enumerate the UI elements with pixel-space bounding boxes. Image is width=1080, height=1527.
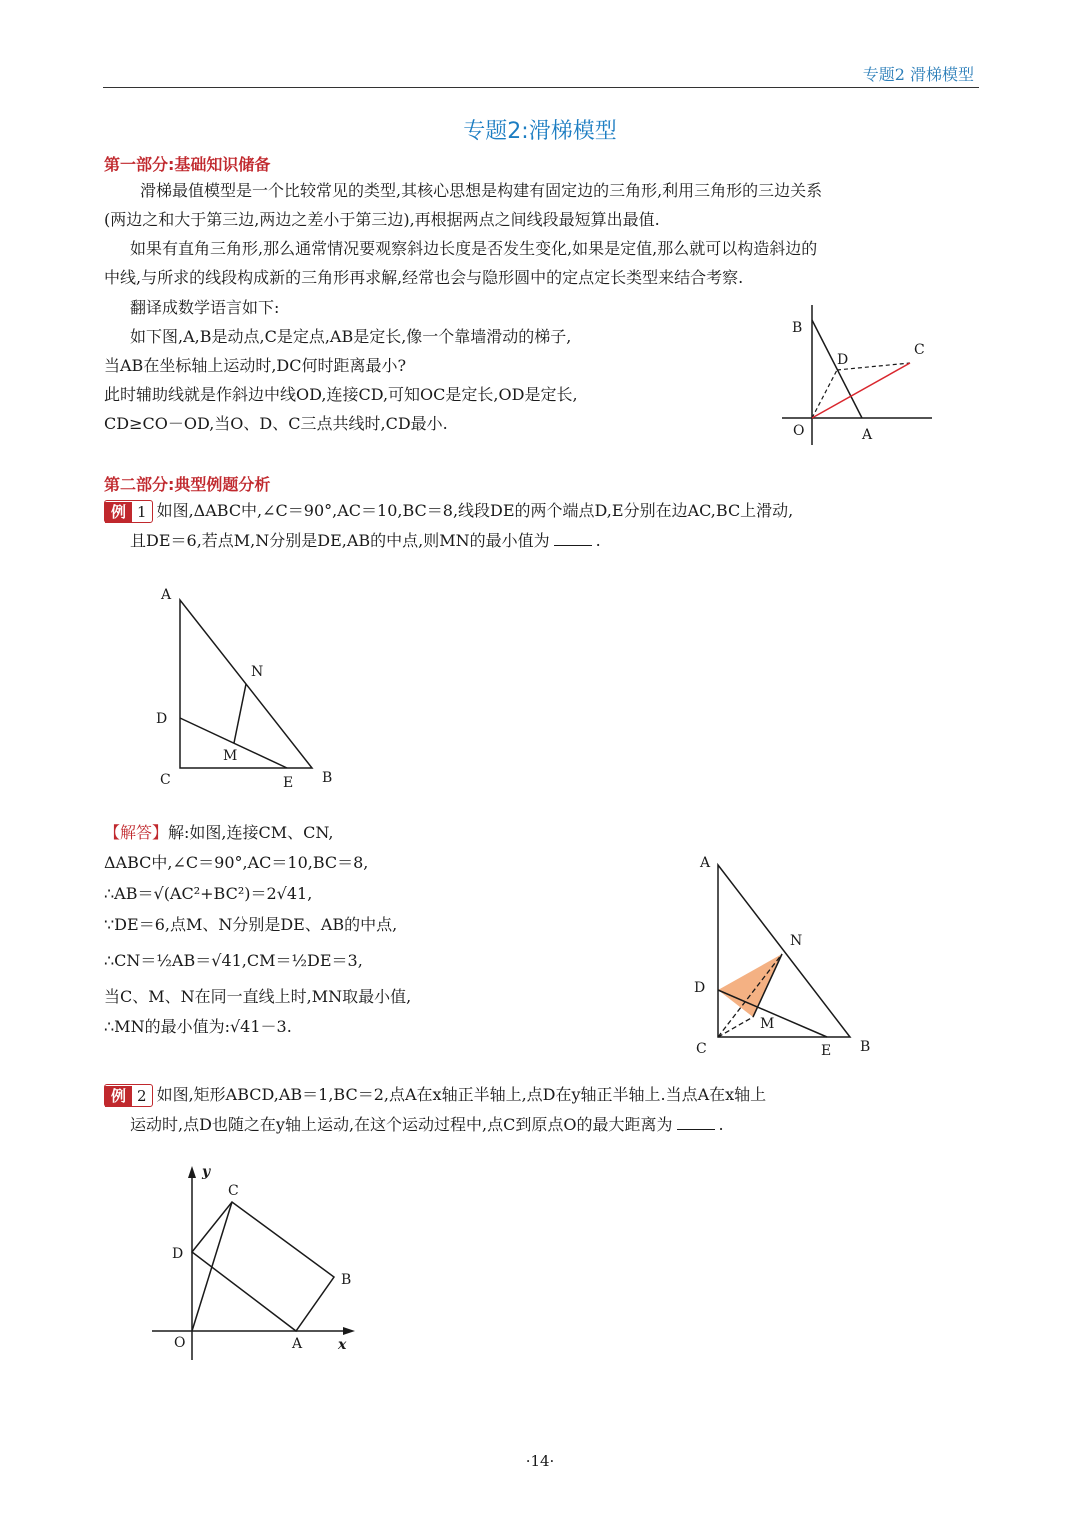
segment-oc bbox=[192, 1202, 232, 1331]
label-a: A bbox=[292, 1336, 303, 1352]
part1-heading: 第一部分:基础知识储备 bbox=[104, 155, 271, 174]
answer-blank bbox=[554, 531, 592, 546]
label-m: M bbox=[223, 748, 238, 764]
ladder-figure bbox=[760, 300, 950, 450]
example1-figure bbox=[150, 580, 350, 795]
example2-statement-line2: 运动时,点D也随之在y轴上运动,在这个运动过程中,点C到原点O的最大距离为 . bbox=[130, 1115, 724, 1134]
page-title: 专题2:滑梯模型 bbox=[463, 119, 617, 144]
rectangle-abcd bbox=[192, 1202, 334, 1331]
label-a: A bbox=[700, 855, 711, 871]
label-m: M bbox=[760, 1016, 775, 1032]
solution-line-2: ΔABC中,∠C＝90°,AC＝10,BC＝8, bbox=[104, 853, 369, 872]
label-y: y bbox=[202, 1164, 211, 1180]
answer-blank bbox=[677, 1115, 715, 1130]
example1-badge: 例 1 bbox=[104, 500, 153, 523]
label-d: D bbox=[837, 352, 849, 368]
label-n: N bbox=[790, 933, 803, 949]
solution-line-3: ∴AB＝√(AC²+BC²)＝2√41, bbox=[104, 884, 313, 903]
part1-line-7: 当AB在坐标轴上运动时,DC何时距离最小? bbox=[104, 356, 407, 375]
example2-figure bbox=[148, 1160, 368, 1370]
example1-statement-line1: 例 1 如图,ΔABC中,∠C＝90°,AC＝10,BC＝8,线段DE的两个端点D,E分别在边AC,BC上滑动, bbox=[104, 500, 793, 523]
label-c: C bbox=[696, 1041, 707, 1057]
label-d: D bbox=[156, 711, 168, 727]
example2-badge: 例 2 bbox=[104, 1084, 153, 1107]
answer-tag: 【解答】 bbox=[104, 823, 169, 842]
part1-line-4: 中线,与所求的线段构成新的三角形再求解,经常也会与隐形圆中的定点定长类型来结合考察. bbox=[104, 268, 744, 287]
header-rule bbox=[103, 87, 979, 88]
label-c: C bbox=[228, 1183, 239, 1199]
label-a: A bbox=[161, 587, 172, 603]
label-o: O bbox=[174, 1335, 186, 1351]
example1-statement-line2: 且DE＝6,若点M,N分别是DE,AB的中点,则MN的最小值为 . bbox=[130, 531, 601, 550]
label-d: D bbox=[172, 1246, 184, 1262]
solution-figure bbox=[690, 850, 890, 1060]
part1-line-2: (两边之和大于第三边,两边之差小于第三边),再根据两点之间线段最短算出最值. bbox=[104, 210, 660, 229]
label-e: E bbox=[283, 775, 294, 791]
label-b: B bbox=[322, 770, 333, 786]
part1-line-5: 翻译成数学语言如下: bbox=[130, 298, 280, 317]
label-c: C bbox=[160, 772, 171, 788]
part2-heading: 第二部分:典型例题分析 bbox=[104, 475, 271, 494]
label-o: O bbox=[793, 423, 805, 439]
part1-line-1: 滑梯最值模型是一个比较常见的类型,其核心思想是构建有固定边的三角形,利用三角形的三边关系 bbox=[140, 181, 823, 200]
example2-statement-line1: 例 2 如图,矩形ABCD,AB＝1,BC＝2,点A在x轴正半轴上,点D在y轴正半轴上.当点A在x轴上 bbox=[104, 1084, 766, 1107]
solution-line-6: 当C、M、N在同一直线上时,MN取最小值, bbox=[104, 987, 412, 1006]
label-a: A bbox=[862, 427, 873, 443]
part1-line-3: 如果有直角三角形,那么通常情况要观察斜边长度是否发生变化,如果是定值,那么就可以构造斜边的 bbox=[130, 239, 818, 258]
label-b: B bbox=[341, 1272, 352, 1288]
x-axis-arrow-icon bbox=[343, 1327, 355, 1335]
label-b: B bbox=[792, 320, 803, 336]
solution-line-1: 【解答】解:如图,连接CM、CN, bbox=[104, 823, 334, 842]
part1-line-8: 此时辅助线就是作斜边中线OD,连接CD,可知OC是定长,OD是定长, bbox=[104, 385, 578, 404]
label-c: C bbox=[914, 342, 925, 358]
label-d: D bbox=[694, 980, 706, 996]
label-e: E bbox=[821, 1043, 832, 1059]
part1-line-6: 如下图,A,B是动点,C是定点,AB是定长,像一个靠墙滑动的梯子, bbox=[130, 327, 572, 346]
y-axis-arrow-icon bbox=[188, 1166, 196, 1178]
solution-line-5: ∴CN＝½AB＝√41,CM＝½DE＝3, bbox=[104, 951, 363, 970]
segment-mn bbox=[234, 684, 246, 743]
label-b: B bbox=[860, 1039, 871, 1055]
label-n: N bbox=[251, 664, 264, 680]
page-number: ·14· bbox=[525, 1452, 555, 1470]
running-header: 专题2 滑梯模型 bbox=[862, 65, 974, 84]
part1-line-9: CD≥CO－OD,当O、D、C三点共线时,CD最小. bbox=[104, 414, 448, 433]
solution-line-4: ∵DE＝6,点M、N分别是DE、AB的中点, bbox=[104, 915, 398, 934]
segment-cm bbox=[718, 1017, 753, 1037]
solution-line-7: ∴MN的最小值为:√41－3. bbox=[104, 1017, 292, 1036]
shaded-triangle-cnm bbox=[718, 954, 782, 1017]
label-x: x bbox=[338, 1337, 347, 1353]
